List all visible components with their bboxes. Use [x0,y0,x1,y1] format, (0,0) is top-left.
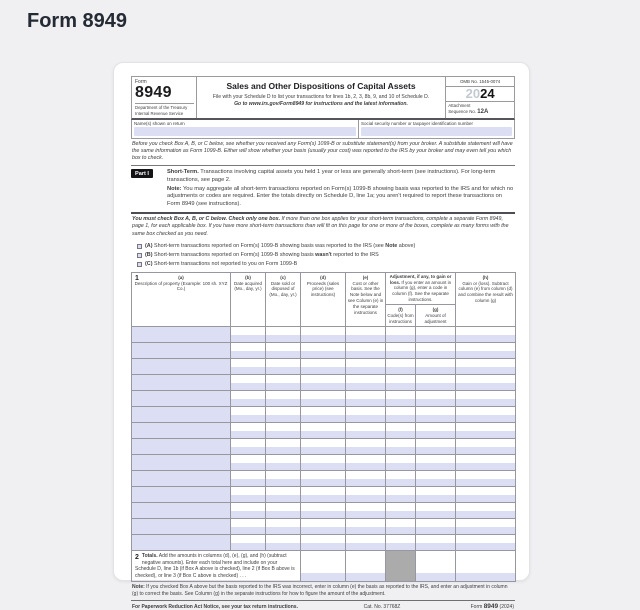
cell-d [301,407,346,423]
cell-e [346,519,386,535]
transactions-table [131,272,516,583]
description-input[interactable] [132,535,231,551]
cell-h [456,535,516,551]
cell-f [386,423,416,439]
cell-d [301,423,346,439]
input-field[interactable] [416,399,455,406]
input-field[interactable] [386,367,415,374]
cell-c [266,359,301,375]
cell-b [231,343,266,359]
cell-e [346,487,386,503]
cell-d [301,471,346,487]
input-field[interactable] [346,351,385,358]
input-field[interactable] [416,463,455,470]
cell-d [301,519,346,535]
table-row [132,535,516,551]
ssn-input[interactable] [361,127,512,136]
input-field[interactable] [416,431,455,438]
cell-c [266,487,301,503]
cell-f [386,487,416,503]
input-field[interactable] [386,351,415,358]
input-field[interactable] [456,335,515,342]
cell-b [231,423,266,439]
form-number-block [132,77,197,118]
cell-c [266,327,301,343]
input-field[interactable] [386,495,415,502]
checkbox-a[interactable] [137,244,142,249]
input-field[interactable] [301,447,345,454]
cell-g [416,407,456,423]
input-field[interactable] [301,431,345,438]
cell-e [346,423,386,439]
input-field[interactable] [386,543,415,550]
input-field[interactable] [346,399,385,406]
cell-e [346,375,386,391]
input-field[interactable] [456,415,515,422]
form-subtitle-2: Go to www.irs.gov/Form8949 for instructions and the latest information. [234,100,408,107]
cell-b [231,519,266,535]
cell-h [456,423,516,439]
input-field[interactable] [301,543,345,550]
table-row [132,487,516,503]
input-field[interactable] [346,431,385,438]
name-input[interactable] [134,127,356,136]
omb-block [446,77,514,118]
tax-year: 2024 [446,87,514,102]
cell-h [456,471,516,487]
cell-h [456,343,516,359]
description-input[interactable] [132,519,231,535]
input-field[interactable] [456,527,515,534]
cell-c [266,407,301,423]
input-field[interactable] [231,527,265,534]
table-row [132,439,516,455]
cell-e [346,343,386,359]
cell-h [456,407,516,423]
input-field[interactable] [456,543,515,550]
input-field[interactable] [266,543,300,550]
cell-d [301,455,346,471]
cell-d [301,487,346,503]
description-input[interactable] [132,471,231,487]
cell-h [456,503,516,519]
form-title-block [197,77,446,118]
cell-d [301,343,346,359]
cell-f [386,535,416,551]
cell-b [231,455,266,471]
table-row [132,343,516,359]
cell-b [231,327,266,343]
cell-f [386,471,416,487]
input-field[interactable] [346,527,385,534]
description-input[interactable] [132,327,231,343]
input-field[interactable] [416,543,455,550]
cell-e [346,535,386,551]
cell-h [456,327,516,343]
input-field[interactable] [346,543,385,550]
input-field[interactable] [386,511,415,518]
cell-f [386,407,416,423]
column-header-b: (b) Date acquired (Mo., day, yr.) [231,272,266,327]
input-field[interactable] [301,511,345,518]
input-field[interactable] [416,351,455,358]
totals-proceeds-input[interactable] [301,573,345,581]
cell-h [456,391,516,407]
input-field[interactable] [266,479,300,486]
totals-adjustment-input[interactable] [416,573,455,581]
paperwork-notice: For Paperwork Reduction Act Notice, see your tax return instructions. [132,604,298,610]
input-field[interactable] [386,415,415,422]
line1-number: 1 [135,274,139,282]
input-field[interactable] [231,543,265,550]
cell-g [416,375,456,391]
input-field[interactable] [231,335,265,342]
form-document-card [113,62,530,610]
input-field[interactable] [231,383,265,390]
form-title: Sales and Other Dispositions of Capital Assets [226,81,416,91]
input-field[interactable] [301,495,345,502]
input-field[interactable] [346,335,385,342]
cell-h [456,455,516,471]
part1-badge: Part I [131,169,153,178]
input-field[interactable] [416,383,455,390]
checkbox-label: (A) Short-term transactions reported on Form(s) 1099-B showing basis was reported to the IRS (see Note above) [145,243,416,250]
cell-d [301,503,346,519]
form-header [131,76,515,120]
input-field[interactable] [346,479,385,486]
cell-d [301,327,346,343]
checkbox-row [137,260,515,269]
description-input[interactable] [132,487,231,503]
cell-b [231,439,266,455]
checkbox-label: (C) Short-term transactions not reported to you on Form 1099-B [145,261,298,268]
totals-proceeds-cell [301,551,346,582]
input-field[interactable] [301,399,345,406]
cell-f [386,375,416,391]
checkbox-row [137,251,515,260]
cell-c [266,471,301,487]
cell-f [386,327,416,343]
name-label: Name(s) shown on return [134,120,185,126]
input-field[interactable] [266,383,300,390]
part1-note: Note: You may aggregate all short-term transactions reported on Form(s) 1099-B showing basis was reported to the IRS and for which no adjustments or codes are required. Enter the totals directly on Schedule D, line 1a; you aren't required to report these transactions on Form 8949 (see instructions). [167,186,514,207]
cell-c [266,519,301,535]
cell-g [416,455,456,471]
input-field[interactable] [266,351,300,358]
cell-c [266,439,301,455]
cell-e [346,327,386,343]
cell-f [386,439,416,455]
input-field[interactable] [346,383,385,390]
input-field[interactable] [386,463,415,470]
form-word-label: Form [135,79,147,85]
cell-d [301,375,346,391]
input-field[interactable] [346,511,385,518]
cell-h [456,375,516,391]
name-row [131,120,515,139]
input-field[interactable] [231,351,265,358]
input-field[interactable] [231,511,265,518]
totals-cost-cell [346,551,386,582]
cell-b [231,535,266,551]
cell-c [266,375,301,391]
attachment-sequence: Attachment Sequence No. 12A [448,103,489,116]
cell-c [266,455,301,471]
totals-gain-input[interactable] [456,573,515,581]
checkbox-b[interactable] [137,253,142,258]
input-field[interactable] [301,415,345,422]
input-field[interactable] [456,447,515,454]
input-field[interactable] [456,399,515,406]
cell-e [346,503,386,519]
table-row [132,391,516,407]
input-field[interactable] [386,527,415,534]
cell-h [456,487,516,503]
page-title: Form 8949 [27,10,128,32]
input-field[interactable] [231,447,265,454]
cell-g [416,391,456,407]
column-header-e: (e) Cost or other basis. See the Note below and see Column (e) in the separate instructions [346,272,386,327]
cell-g [416,535,456,551]
totals-cost-input[interactable] [346,573,385,581]
cell-d [301,439,346,455]
description-input[interactable] [132,343,231,359]
intro-note: Before you check Box A, B, or C below, see whether you received any Form(s) 1099-B or substitute statement(s) from your broker. A substitute statement will have the same information as Form 1099-B. Either will show whether your basis (usually your cost) was reported to the IRS by your broker and may even tell you which box to check. [131,139,515,166]
input-field[interactable] [231,415,265,422]
cell-f [386,359,416,375]
cell-f [386,343,416,359]
form-footer [131,600,515,610]
input-field[interactable] [301,527,345,534]
cell-e [346,391,386,407]
cell-e [346,455,386,471]
table-row [132,407,516,423]
cell-g [416,503,456,519]
cell-g [416,423,456,439]
input-field[interactable] [231,479,265,486]
input-field[interactable] [416,527,455,534]
input-field[interactable] [416,367,455,374]
cell-f [386,519,416,535]
cell-c [266,503,301,519]
must-check-note: You must check Box A, B, or C below. Check only one box. If more than one box applies for your short-term transactions, complete a separate Form 8949, page 1, for each applicable box. If you have more short-term transactions than will fit on this page for one or more of the boxes, complete as many forms with the same box checked as you need. [131,212,515,239]
description-input[interactable] [132,439,231,455]
input-field[interactable] [266,495,300,502]
input-field[interactable] [416,479,455,486]
form-subtitle-1: File with your Schedule D to list your transactions for lines 1b, 2, 3, 8b, 9, and 10 of Schedule D. [212,94,430,100]
cell-g [416,327,456,343]
table-row [132,359,516,375]
cell-g [416,343,456,359]
cell-g [416,519,456,535]
input-field[interactable] [416,447,455,454]
input-field[interactable] [456,351,515,358]
table-row [132,471,516,487]
checkbox-group [131,240,515,272]
table-row [132,519,516,535]
input-field[interactable] [386,383,415,390]
input-field[interactable] [456,479,515,486]
description-input[interactable] [132,391,231,407]
input-field[interactable] [456,511,515,518]
table-row [132,455,516,471]
column-header-a: 1 (a) Description of property (Example: 100 sh. XYZ Co.) [132,272,231,327]
cell-e [346,471,386,487]
column-header-f: (f) Code(s) from instructions [386,304,416,327]
cell-f [386,503,416,519]
part1-heading: Short-Term. Transactions involving capital assets you held 1 year or less are generally short-term (see instructions). For long-term transactions, see page 2. [167,169,496,183]
ssn-cell [359,120,514,138]
input-field[interactable] [416,335,455,342]
ssn-label: Social security number or taxpayer identification number [361,120,474,126]
catalog-number: Cat. No. 37768Z [363,604,401,610]
totals-codes-shaded-cell [386,551,416,582]
input-field[interactable] [266,511,300,518]
cell-d [301,391,346,407]
input-field[interactable] [231,495,265,502]
input-field[interactable] [266,415,300,422]
input-field[interactable] [456,383,515,390]
cell-b [231,407,266,423]
description-input[interactable] [132,407,231,423]
cell-e [346,359,386,375]
totals-row [132,551,516,582]
input-field[interactable] [416,415,455,422]
input-field[interactable] [266,431,300,438]
cell-h [456,519,516,535]
totals-gain-cell [456,551,516,582]
input-field[interactable] [416,495,455,502]
cell-h [456,439,516,455]
description-input[interactable] [132,423,231,439]
agency-label: Department of the Treasury Internal Revenue Service [135,103,194,116]
cell-g [416,359,456,375]
input-field[interactable] [346,463,385,470]
column-header-h: (h) Gain or (loss). Subtract column (e) from column (d) and combine the result with column (g) [456,272,516,327]
input-field[interactable] [266,447,300,454]
input-field[interactable] [266,335,300,342]
cell-b [231,471,266,487]
form-number: 8949 [135,84,172,101]
input-field[interactable] [386,479,415,486]
cell-g [416,439,456,455]
cell-b [231,375,266,391]
cell-e [346,439,386,455]
description-input[interactable] [132,503,231,519]
input-field[interactable] [456,495,515,502]
column-header-c: (c) Date sold or disposed of (Mo., day, yr.) [266,272,301,327]
table-header-row [132,272,516,304]
part1-section [131,166,515,209]
input-field[interactable] [231,431,265,438]
table-row [132,423,516,439]
totals-label: 2 Totals. Add the amounts in columns (d), (e), (g), and (h) (subtract negative amounts). Enter each total here and include on your Schedule D, line 1b (if Box A above is checked), line 2 (if Box B above is checked), or line 3 (if Box C above is checked) . . . [132,551,301,582]
cell-c [266,391,301,407]
input-field[interactable] [231,367,265,374]
form-footer-id: Form 8949 (2024) [470,603,514,610]
table-row [132,375,516,391]
input-field[interactable] [386,399,415,406]
checkbox-row [137,242,515,251]
cell-f [386,391,416,407]
adjustment-group-header: Adjustment, if any, to gain or loss. If you enter an amount in column (g), enter a code in column (f). See the separate instructions. [386,272,456,304]
cell-d [301,359,346,375]
description-input[interactable] [132,375,231,391]
checkbox-label: (B) Short-term transactions reported on Form(s) 1099-B showing basis wasn't reported to the IRS [145,252,379,259]
input-field[interactable] [301,335,345,342]
cell-b [231,487,266,503]
input-field[interactable] [456,367,515,374]
input-field[interactable] [416,511,455,518]
input-field[interactable] [386,431,415,438]
column-header-g: (g) Amount of adjustment [416,304,456,327]
input-field[interactable] [231,463,265,470]
description-input[interactable] [132,359,231,375]
checkbox-c[interactable] [137,262,142,267]
cell-c [266,535,301,551]
cell-e [346,407,386,423]
input-field[interactable] [266,399,300,406]
input-field[interactable] [266,463,300,470]
input-field[interactable] [266,527,300,534]
input-field[interactable] [301,367,345,374]
input-field[interactable] [346,447,385,454]
cell-g [416,471,456,487]
input-field[interactable] [301,463,345,470]
input-field[interactable] [346,415,385,422]
cell-b [231,503,266,519]
input-field[interactable] [301,351,345,358]
name-cell [132,120,359,138]
cell-d [301,535,346,551]
input-field[interactable] [346,495,385,502]
cell-b [231,359,266,375]
input-field[interactable] [266,367,300,374]
input-field[interactable] [456,463,515,470]
cell-f [386,455,416,471]
omb-number: OMB No. 1545-0074 [446,77,514,87]
totals-adjustment-cell [416,551,456,582]
cell-h [456,359,516,375]
form-sheet [131,76,515,610]
input-field[interactable] [346,367,385,374]
table-row [132,503,516,519]
input-field[interactable] [386,335,415,342]
input-field[interactable] [386,447,415,454]
description-input[interactable] [132,455,231,471]
table-row [132,327,516,343]
cell-c [266,343,301,359]
input-field[interactable] [301,383,345,390]
cell-c [266,423,301,439]
input-field[interactable] [456,431,515,438]
input-field[interactable] [301,479,345,486]
input-field[interactable] [231,399,265,406]
column-header-d: (d) Proceeds (sales price) (see instructions) [301,272,346,327]
bottom-note: Note: If you checked Box A above but the basis reported to the IRS was incorrect, enter in column (e) the basis as reported to the IRS, and enter an adjustment in column (g) to correct the basis. See Column (g) in the separate instructions for how to figure the amount of the adjustment. [132,584,508,598]
cell-g [416,487,456,503]
cell-b [231,391,266,407]
